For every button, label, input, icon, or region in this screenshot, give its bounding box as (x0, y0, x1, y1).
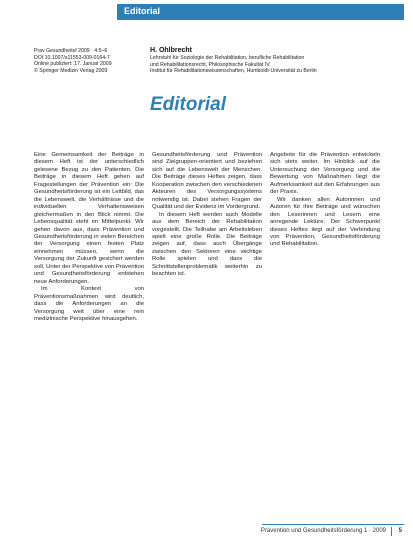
author-name: H. Ohlbrecht (150, 47, 193, 54)
author-block (150, 46, 400, 75)
meta-line: © Springer Medizin Verlag 2009 (34, 67, 108, 74)
text-column-3 (270, 152, 380, 249)
footer-rule (262, 524, 404, 525)
meta-line: DOI 10.1007/s11553-009-0164-7 (34, 54, 110, 61)
footer-divider (391, 527, 392, 536)
affiliation-line: Institut für Rehabilitationswissenschaften, Humboldt-Universität zu Berlin (150, 68, 317, 75)
paragraph: Gesundheitsförderung und Prävention sind Zielgruppen-orientiert und beziehen sich auf die Lebenswelt der Menschen. Die Beiträge dieses Heftes zeigen, dass Kooperation zwischen den verschiedenen Akteuren des Versorgungssystems notwendig ist. Dabei stehen Fragen der Qualität und der Evidenz im Vordergrund. (152, 152, 262, 211)
paragraph: Eine Gemeinsamkeit der Beiträge in diesem Heft ist der unterschiedlich gelesene Bezug zu den Patienten. Die Beiträge in diesem Heft gehen auf Fragestellungen der Prävention ein: Die Gesundheitsförderung ist ein Leitbild, das die Lebenswelt, die Verhältnisse und die individuellen Verhaltensweisen gleichermaßen in den Blick nimmt. Die Lebensqualität steht im Mittelpunkt. Wir gehen davon aus, dass Prävention und Gesundheitsförderung in vielen Bereichen der Versorgung einen festen Platz einnehmen müssen, wenn die Versorgung der Zukunft gesichert werden soll. Unter der Perspektive von Prävention und Gesundheitsförderung entstehen neue Anforderungen. (34, 152, 145, 285)
section-label: Editorial (124, 6, 161, 16)
meta-line: Online publiziert: 17. Januar 2009 (34, 61, 112, 68)
affiliation-line: und Rehabilitationsrecht, Philosophische Fakultät IV, (150, 61, 271, 68)
article-title: Editorial (150, 94, 227, 115)
paragraph: In diesem Heft werden auch Modelle aus dem Bereich der Rehabilitation vorgestellt. Die Teilhabe am Arbeitsleben spielt eine große Rolle. Die Beiträge zeigen auf, dass auch Übergänge zwischen den Sektoren eine wichtige Rolle spielen und dass die Schnittstellenproblematik weiterhin zu beachten ist. (152, 211, 262, 278)
journal-reference: Prävention und Gesundheitsförderung 1 · 2009 (260, 528, 386, 534)
paragraph: Im Kontext von Präventionsmaßnahmen wird deutlich, dass die Anforderungen an die Versorgung weit über eine rein medizinische Perspektive hinausgehen. (34, 286, 144, 322)
meta-line: Prav Gesundheitsf 2009 · 4:5–6 (34, 48, 108, 54)
article-metadata (34, 48, 114, 74)
text-column-2 (152, 152, 262, 279)
text-column-1 (34, 152, 144, 323)
paragraph: Wir danken allen Autorinnen und Autoren für ihre Beiträge und wünschen den Leserinnen und Lesern eine anregende Lektüre. Der Schwerpunkt dieses Heftes liegt auf der Verbindung von Prävention, Gesundheitsförderung und Rehabilitation. (270, 196, 380, 248)
affiliation-line: Lehrstuhl für Soziologie der Rehabilitation, berufliche Rehabilitation (150, 55, 305, 61)
page-number: 5 (398, 528, 402, 534)
paragraph: Angebote für die Prävention entwickeln sich stets weiter. Im Hinblick auf die Untersuchung der Versorgung und die Bewertung von Maßnahmen liegt die Aufmerksamkeit auf den Erfahrungen aus der Praxis. (270, 152, 380, 196)
section-header-bar (117, 4, 404, 20)
